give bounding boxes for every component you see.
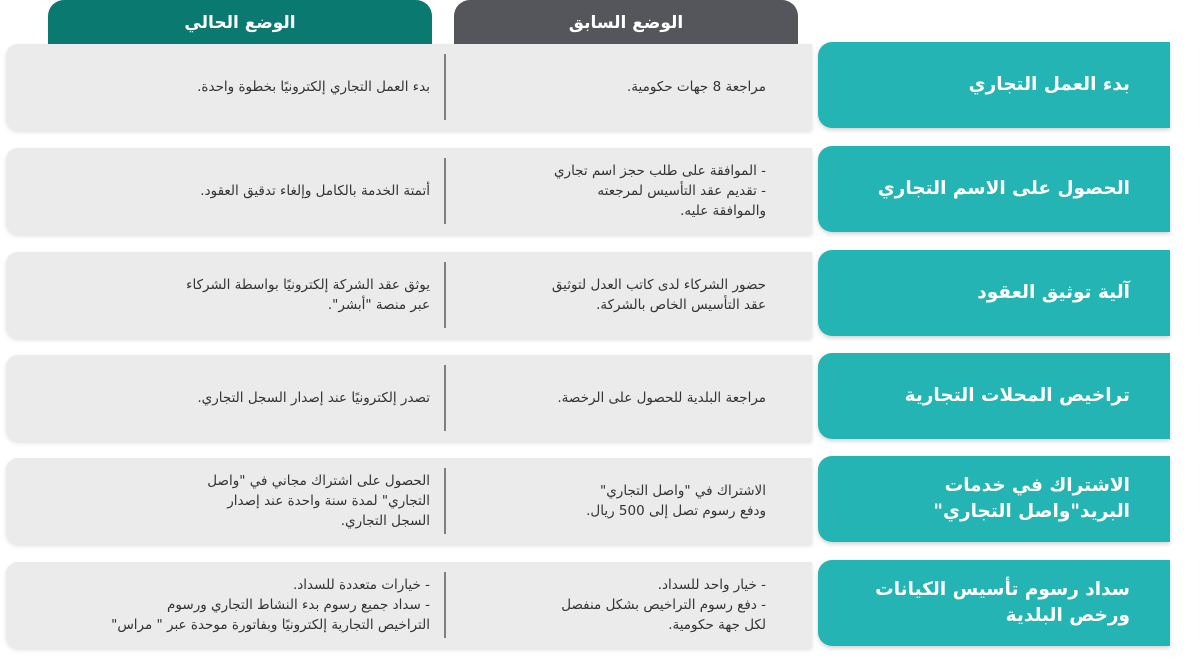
- header-current-status: الوضع الحالي: [48, 0, 432, 46]
- text-line: الحصول على اشتراك مجاني في "واصل: [207, 473, 430, 489]
- current-status-cell: [20, 562, 430, 648]
- category-line: البريد"واصل التجاري": [933, 501, 1130, 522]
- row-card: [6, 458, 812, 544]
- category-line: بدء العمل التجاري: [968, 74, 1130, 95]
- text-line: مراجعة البلدية للحصول على الرخصة.: [557, 390, 766, 406]
- text-line: لكل جهة حكومية.: [668, 617, 766, 633]
- comparison-row: [0, 252, 1200, 338]
- category-label: [818, 42, 1170, 128]
- previous-status-cell: [456, 148, 766, 234]
- category-line: الحصول على الاسم التجاري: [877, 178, 1130, 199]
- text-line: أتمتة الخدمة بالكامل وإلغاء تدقيق العقود.: [200, 183, 430, 199]
- column-divider: [444, 468, 446, 534]
- current-status-cell: [20, 458, 430, 544]
- category-label: [818, 250, 1170, 336]
- category-label: [818, 353, 1170, 439]
- text-line: - الموافقة على طلب حجز اسم تجاري: [553, 163, 766, 179]
- text-line: التراخيص التجارية إلكترونيًا وبفاتورة موحدة عبر " مراس": [111, 617, 430, 633]
- text-line: السجل التجاري.: [340, 513, 430, 529]
- row-card: [6, 44, 812, 130]
- comparison-row: [0, 458, 1200, 544]
- text-line: - سداد جميع رسوم بدء النشاط التجاري ورسوم: [167, 597, 430, 613]
- current-status-cell: [20, 44, 430, 130]
- text-line: يوثق عقد الشركة إلكترونيًا بواسطة الشركاء: [186, 277, 430, 293]
- column-divider: [444, 365, 446, 431]
- column-divider: [444, 572, 446, 638]
- category-line: الاشتراك في خدمات: [944, 475, 1130, 496]
- column-divider: [444, 158, 446, 224]
- text-line: تصدر إلكترونيًا عند إصدار السجل التجاري.: [197, 390, 430, 406]
- text-line: ودفع رسوم تصل إلى 500 ريال.: [586, 503, 766, 519]
- previous-status-cell: [456, 44, 766, 130]
- row-card: [6, 148, 812, 234]
- header-previous-status: الوضع السابق: [454, 0, 798, 46]
- category-label: [818, 146, 1170, 232]
- current-status-cell: [20, 355, 430, 441]
- text-line: - خيارات متعددة للسداد.: [292, 577, 430, 593]
- category-label: [818, 560, 1170, 646]
- column-divider: [444, 262, 446, 328]
- text-line: الاشتراك في "واصل التجاري": [600, 483, 766, 499]
- text-line: عبر منصة "أبشر".: [327, 297, 430, 313]
- text-line: حضور الشركاء لدى كاتب العدل لتوثيق: [551, 277, 766, 293]
- row-card: [6, 562, 812, 648]
- category-line: آلية توثيق العقود: [977, 282, 1130, 303]
- text-line: والموافقة عليه.: [680, 203, 766, 219]
- category-label: [818, 456, 1170, 542]
- text-line: التجاري" لمدة سنة واحدة عند إصدار: [227, 493, 430, 509]
- text-line: بدء العمل التجاري إلكترونيًا بخطوة واحدة.: [197, 79, 430, 95]
- comparison-row: [0, 44, 1200, 130]
- row-card: [6, 355, 812, 441]
- previous-status-cell: [456, 355, 766, 441]
- comparison-row: [0, 148, 1200, 234]
- text-line: عقد التأسيس الخاص بالشركة.: [596, 297, 766, 313]
- text-line: - دفع رسوم التراخيص بشكل منفصل: [561, 597, 766, 613]
- comparison-row: [0, 562, 1200, 648]
- current-status-cell: [20, 148, 430, 234]
- column-divider: [444, 54, 446, 120]
- previous-status-cell: [456, 562, 766, 648]
- category-line: ورخص البلدية: [1005, 605, 1130, 626]
- current-status-cell: [20, 252, 430, 338]
- comparison-row: [0, 355, 1200, 441]
- text-line: مراجعة 8 جهات حكومية.: [626, 79, 766, 95]
- category-line: تراخيص المحلات التجارية: [904, 385, 1130, 406]
- row-card: [6, 252, 812, 338]
- text-line: - تقديم عقد التأسيس لمرجعته: [597, 183, 766, 199]
- text-line: - خيار واحد للسداد.: [657, 577, 766, 593]
- category-line: سداد رسوم تأسيس الكيانات: [875, 579, 1130, 600]
- previous-status-cell: [456, 252, 766, 338]
- previous-status-cell: [456, 458, 766, 544]
